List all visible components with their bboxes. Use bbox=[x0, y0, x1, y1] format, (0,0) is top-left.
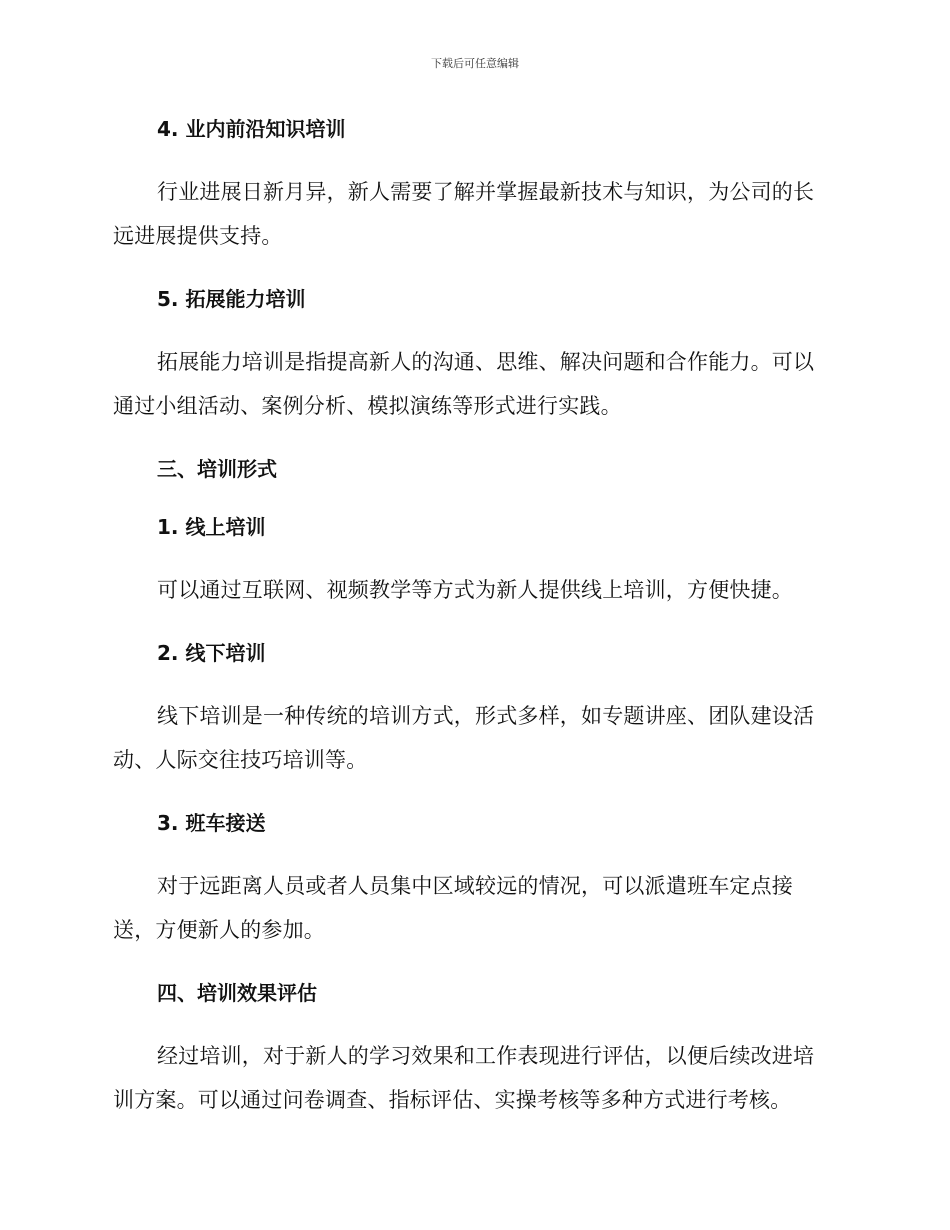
heading-training-forms: 三、培训形式 bbox=[157, 457, 277, 481]
paragraph-shuttle-bus: 对于远距离人员或者人员集中区域较远的情况，可以派遣班车定点接送，方便新人的参加。 bbox=[113, 874, 793, 942]
paragraph-expansion-ability: 拓展能力培训是指提高新人的沟通、思维、解决问题和合作能力。可以通过小组活动、案例分析、模拟演练等形式进行实践。 bbox=[113, 350, 815, 418]
paragraph-effect-evaluation: 经过培训，对于新人的学习效果和工作表现进行评估，以便后续改进培训方案。可以通过问卷调查、指标评估、实操考核等多种方式进行考核。 bbox=[113, 1044, 815, 1112]
heading-offline-training: 2. 线下培训 bbox=[157, 641, 266, 665]
paragraph-online-training: 可以通过互联网、视频教学等方式为新人提供线上培训，方便快捷。 bbox=[157, 578, 793, 602]
heading-online-training: 1. 线上培训 bbox=[157, 515, 266, 539]
document-body bbox=[113, 112, 833, 1122]
paragraph-frontier-knowledge: 行业进展日新月异，新人需要了解并掌握最新技术与知识，为公司的长远进展提供支持。 bbox=[113, 180, 815, 248]
heading-effect-evaluation: 四、培训效果评估 bbox=[157, 981, 317, 1005]
heading-frontier-knowledge: 4. 业内前沿知识培训 bbox=[157, 117, 346, 141]
heading-expansion-ability: 5. 拓展能力培训 bbox=[157, 287, 306, 311]
paragraph-offline-training: 线下培训是一种传统的培训方式，形式多样，如专题讲座、团队建设活动、人际交往技巧培训等。 bbox=[113, 704, 815, 772]
heading-shuttle-bus: 3. 班车接送 bbox=[157, 811, 266, 835]
header-note: 下载后可任意编辑 bbox=[431, 57, 519, 70]
